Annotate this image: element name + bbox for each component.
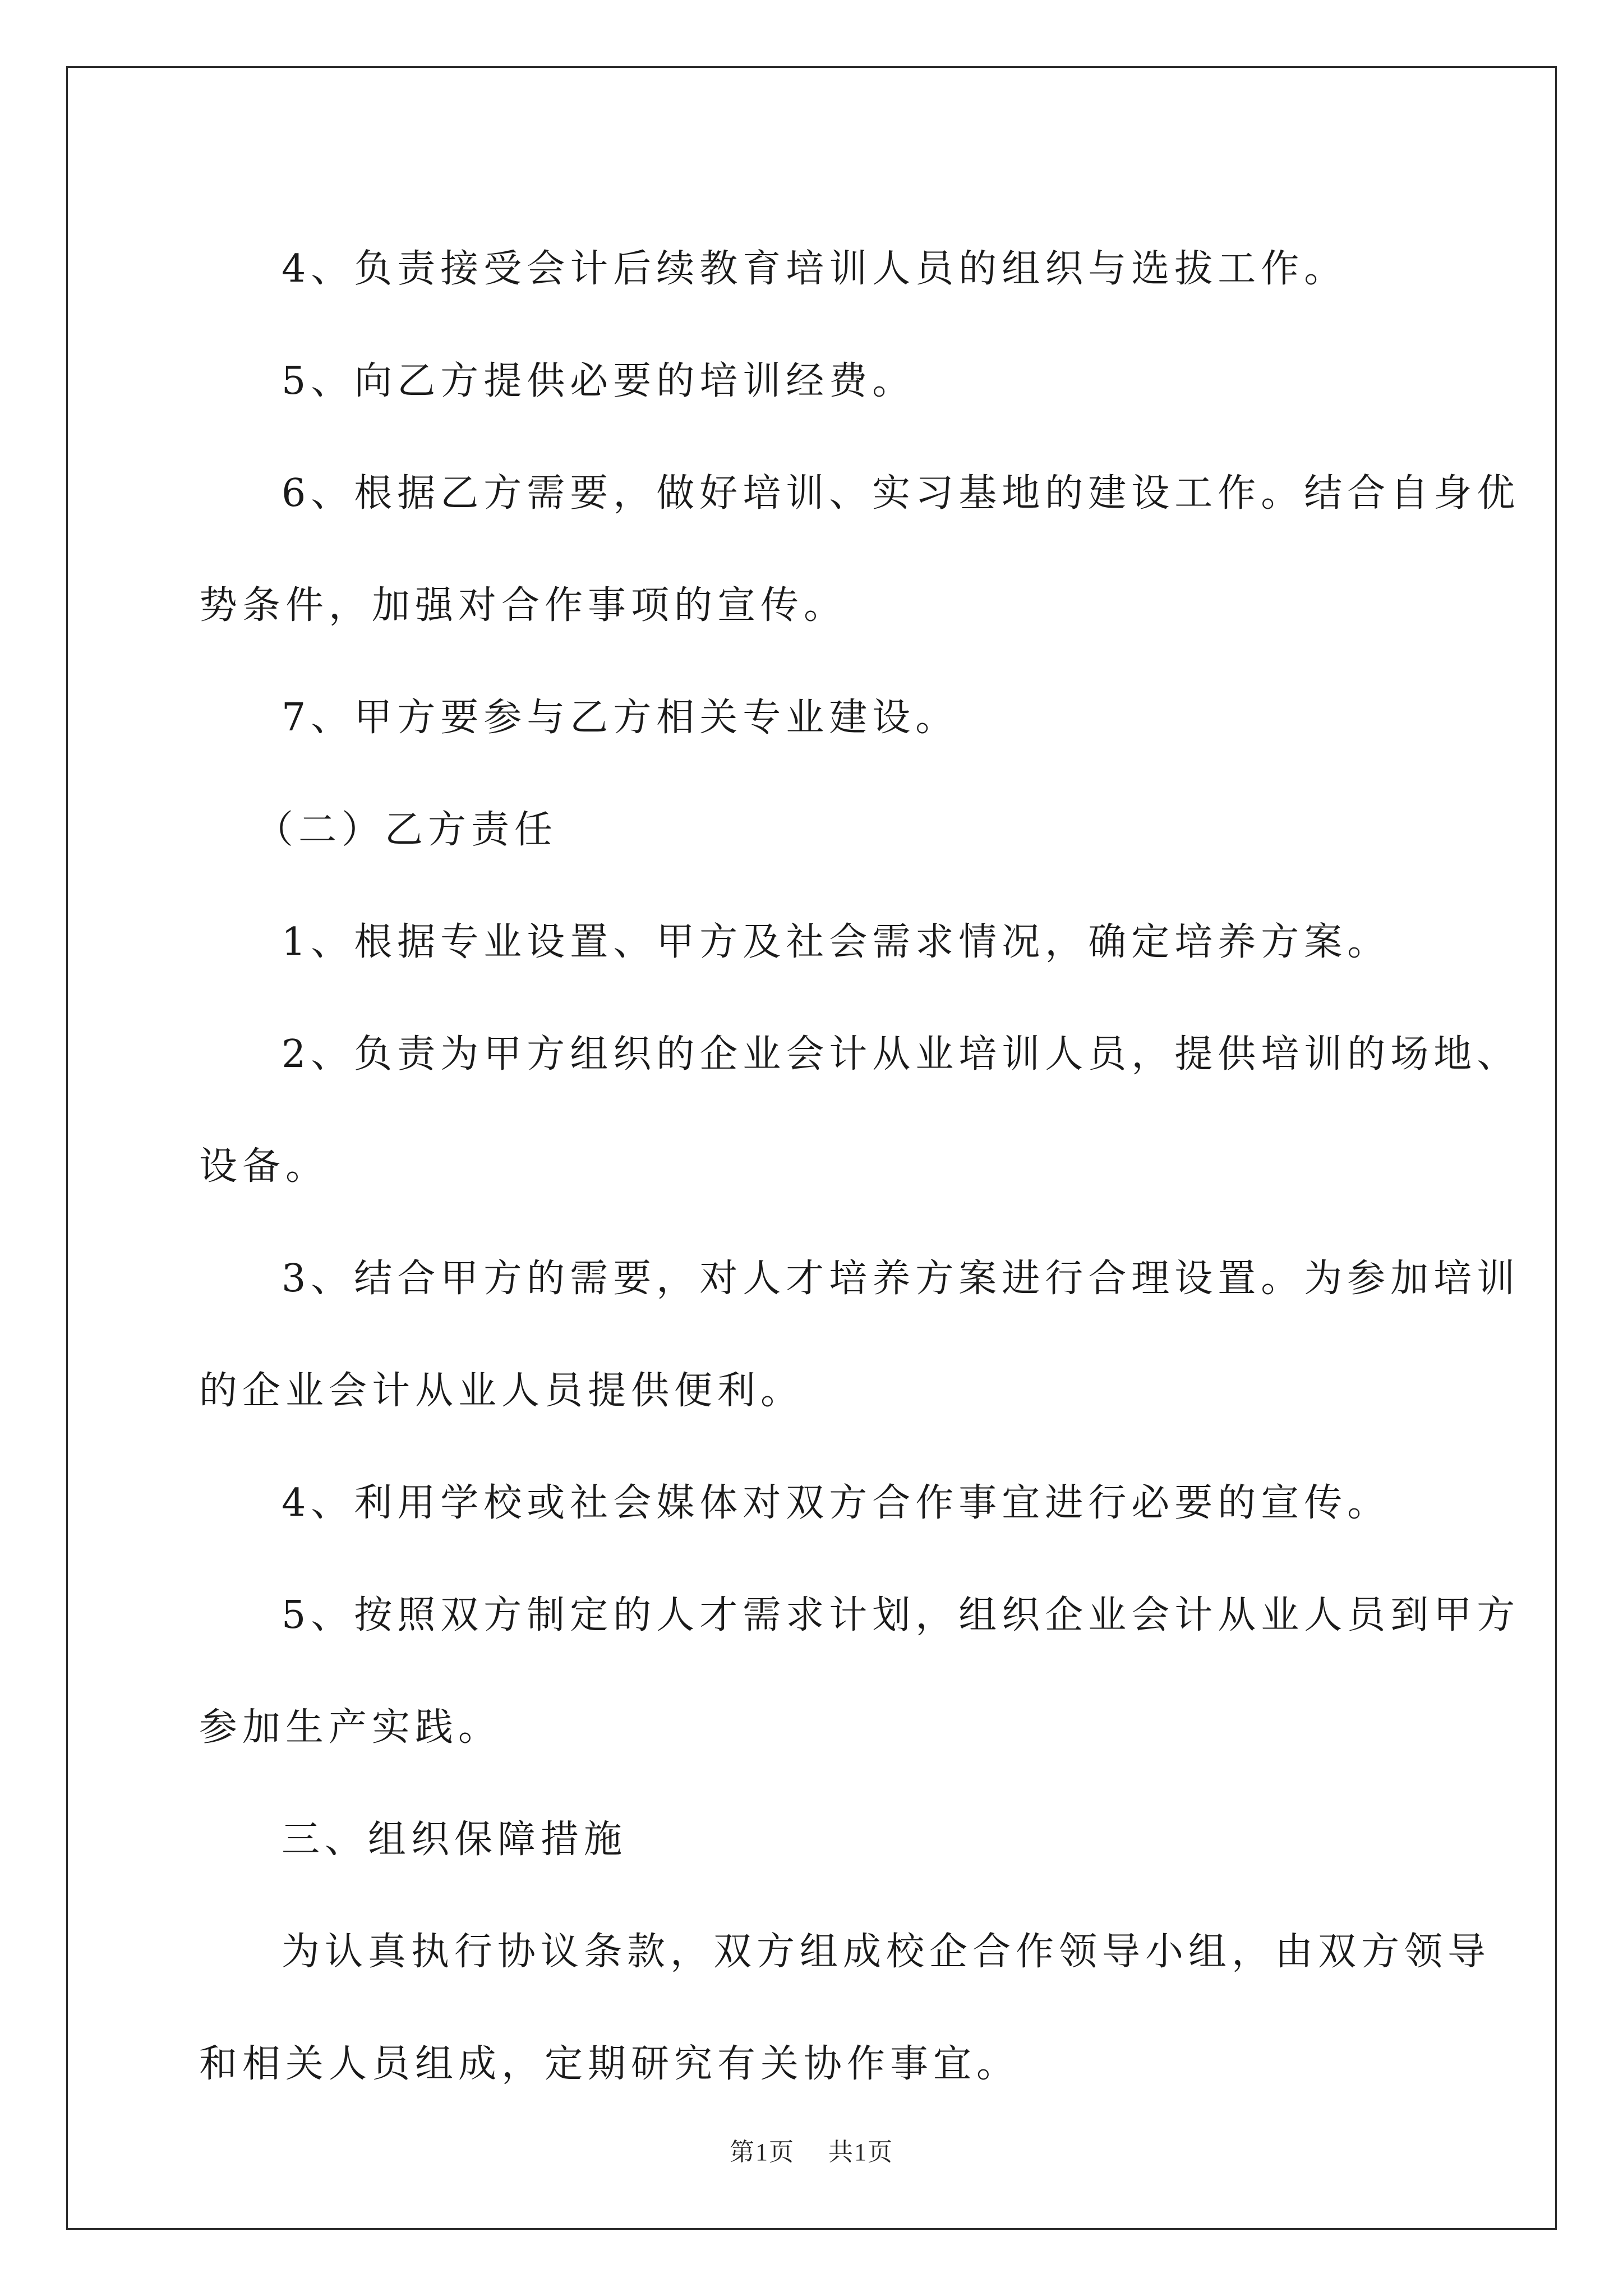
paragraph-continuation <box>199 1111 1489 1223</box>
page-number-current: 第1页 <box>730 2138 795 2166</box>
paragraph-line: 2、负责为甲方组织的企业会计从业培训人员，提供培训的场地、 <box>282 1032 1520 1076</box>
paragraph-line: 和相关人员组成，定期研究有关协作事宜。 <box>199 2042 1020 2086</box>
page-footer <box>0 2132 1623 2168</box>
paragraph-line: 为认真执行协议条款，双方组成校企合作领导小组，由双方领导 <box>282 1930 1491 1974</box>
paragraph-continuation <box>199 1335 1489 1447</box>
paragraph-line: 设备。 <box>199 1144 329 1189</box>
paragraph-line: 4、负责接受会计后续教育培训人员的组织与选拔工作。 <box>282 247 1348 291</box>
paragraph-line: 的企业会计从业人员提供便利。 <box>199 1369 804 1413</box>
subheading-text: （二）乙方责任 <box>255 808 558 852</box>
heading-text: 三、组织保障措施 <box>282 1818 628 1862</box>
section-heading <box>199 1784 1489 1896</box>
paragraph <box>199 213 1489 325</box>
paragraph-line: 6、根据乙方需要，做好培训、实习基地的建设工作。结合自身优 <box>282 471 1520 516</box>
paragraph <box>199 999 1520 1111</box>
paragraph-continuation <box>199 1672 1489 1784</box>
paragraph-line: 参加生产实践。 <box>199 1705 502 1750</box>
paragraph <box>199 1559 1520 1672</box>
paragraph <box>199 1447 1489 1559</box>
paragraph-line: 7、甲方要参与乙方相关专业建设。 <box>282 696 959 740</box>
paragraph <box>199 1223 1520 1335</box>
paragraph <box>199 438 1520 550</box>
paragraph-continuation <box>199 550 1489 662</box>
page-number-total: 共1页 <box>828 2138 893 2166</box>
paragraph <box>199 325 1489 438</box>
section-subheading <box>199 774 1489 886</box>
paragraph-line: 势条件，加强对合作事项的宣传。 <box>199 583 847 628</box>
paragraph <box>199 886 1489 999</box>
paragraph-line: 5、按照双方制定的人才需求计划，组织企业会计从业人员到甲方 <box>282 1593 1520 1637</box>
paragraph-line: 3、结合甲方的需要，对人才培养方案进行合理设置。为参加培训 <box>282 1257 1520 1301</box>
paragraph <box>199 1896 1489 2008</box>
document-body <box>199 213 1520 2120</box>
paragraph-line: 4、利用学校或社会媒体对双方合作事宜进行必要的宣传。 <box>282 1481 1391 1525</box>
paragraph <box>199 662 1489 774</box>
paragraph-continuation <box>199 2008 1489 2120</box>
paragraph-line: 5、向乙方提供必要的培训经费。 <box>282 359 916 403</box>
paragraph-line: 1、根据专业设置、甲方及社会需求情况，确定培养方案。 <box>282 920 1391 964</box>
